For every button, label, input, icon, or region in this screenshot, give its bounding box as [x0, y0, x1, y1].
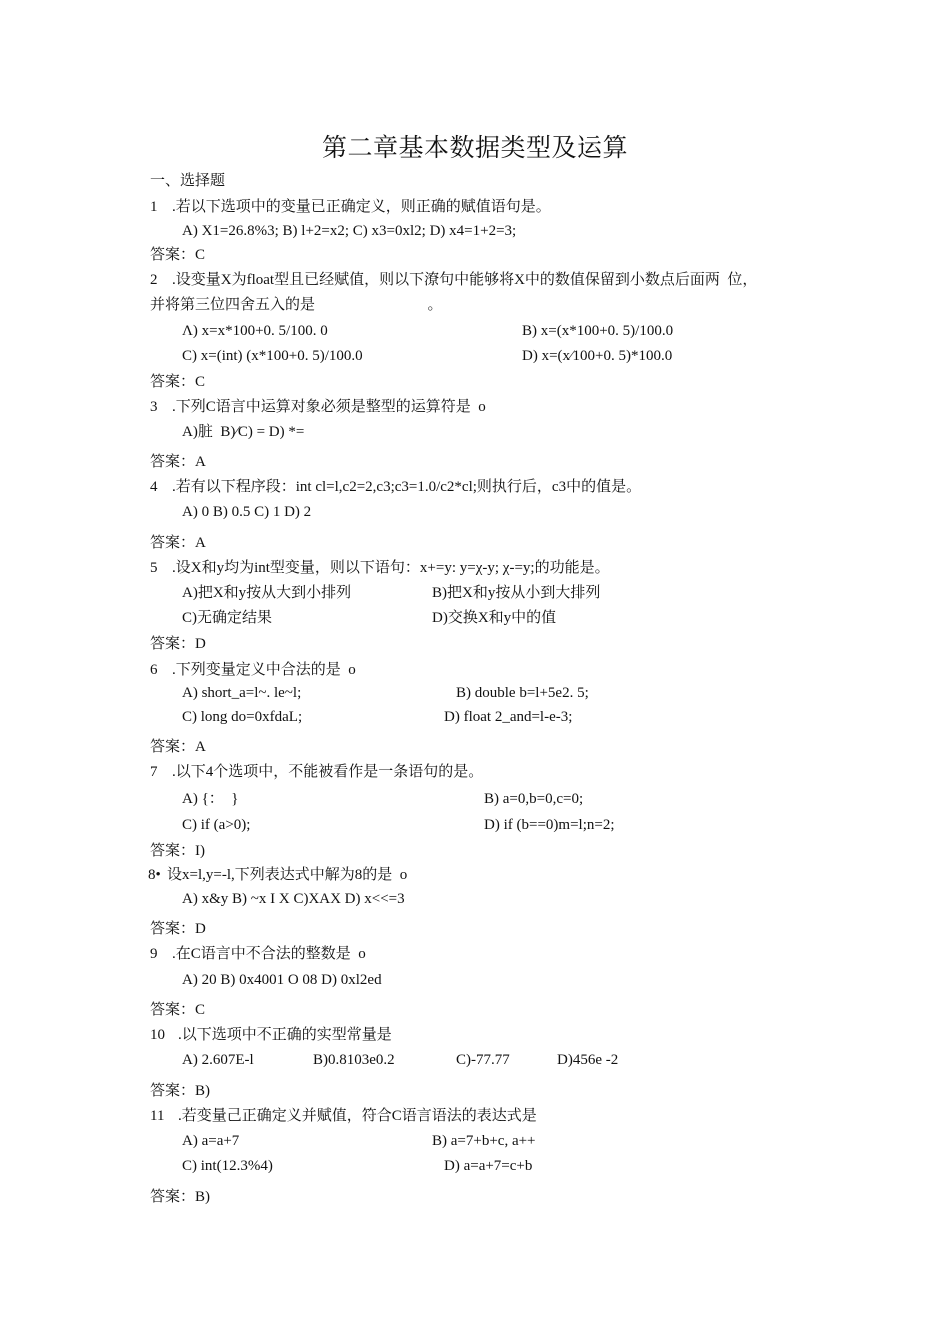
question-option: C)无确定结果 — [182, 610, 273, 626]
answer-line: 答案：C — [150, 1002, 206, 1018]
question-option: C)-77.77 — [456, 1052, 510, 1068]
answer-line: 答案：B) — [150, 1083, 211, 1099]
question-option: A) x&y B) ~x I X C)XAX D) x<<=3 — [182, 891, 405, 907]
question-stem: .以下4个选项中，不能被看作是一条语句的是。 — [172, 764, 484, 780]
question-number: 5 — [150, 560, 158, 576]
question-stem: .以下选项中不正确的实型常量是 — [178, 1027, 392, 1043]
question-option: A) {： } — [182, 791, 239, 807]
question-option: Λ) x=x*100+0. 5/100. 0 — [182, 323, 328, 339]
page-title: 第二章基本数据类型及运算 — [321, 135, 628, 162]
question-option: B)0.8103e0.2 — [313, 1052, 395, 1068]
question-number: 2 — [150, 272, 158, 288]
question-option: D) if (b==0)m=l;n=2; — [484, 817, 615, 833]
question-number: 1 — [150, 199, 158, 215]
question-stem: .设X和y均为int型变量，则以下语句：x+=y: y=χ-y; χ-=y;的功能是。 — [172, 560, 610, 576]
question-number: 11 — [150, 1108, 165, 1124]
answer-line: 答案：A — [150, 535, 206, 551]
answer-line: 答案：D — [150, 636, 206, 652]
question-option: C) long do=0xfdaL; — [182, 709, 303, 725]
question-stem: .下列变量定义中合法的是 o — [172, 662, 356, 678]
question-option: D) float 2_and=l-e-3; — [444, 709, 573, 725]
question-stem: .若以下选项中的变量已正确定义，则正确的赋值语句是。 — [172, 199, 551, 215]
answer-line: 答案：A — [150, 454, 206, 470]
question-number: 4 — [150, 479, 158, 495]
question-option: A) short_a=l~. le~l; — [182, 685, 302, 701]
question-number: 3 — [150, 399, 158, 415]
question-option: A)把X和y按从大到小排列 — [182, 585, 352, 601]
question-option: D) a=a+7=c+b — [444, 1158, 533, 1174]
question-number: 8• — [148, 867, 161, 883]
question-number: 7 — [150, 764, 158, 780]
question-stem-continued: 并将第三位四舍五入的是 。 — [150, 297, 443, 313]
question-option: D)交换X和y中的值 — [432, 610, 557, 626]
answer-line: 答案：C — [150, 374, 206, 390]
question-option: C) x=(int) (x*100+0. 5)/100.0 — [182, 348, 363, 364]
question-option: B) double b=l+5e2. 5; — [456, 685, 589, 701]
answer-line: 答案：D — [150, 921, 206, 937]
question-stem: .若变量己正确定义并赋值，符合C语言语法的表达式是 — [178, 1108, 537, 1124]
question-number: 9 — [150, 946, 158, 962]
question-option: C) int(12.3%4) — [182, 1158, 273, 1174]
question-option: D)456e -2 — [557, 1052, 619, 1068]
question-option: A)脏 B)∕C) = D) *= — [182, 424, 305, 440]
question-number: 6 — [150, 662, 158, 678]
question-option: A) X1=26.8%3; B) l+2=x2; C) x3=0xl2; D) x4=1+2=3; — [182, 223, 517, 239]
question-option: C) if (a>0); — [182, 817, 251, 833]
question-stem: .若有以下程序段：int cl=l,c2=2,c3;c3=1.0/c2*cl;则执行后，c3中的值是。 — [172, 479, 642, 495]
question-option: B) x=(x*100+0. 5)/100.0 — [522, 323, 674, 339]
section-heading: 一、选择题 — [150, 173, 226, 189]
question-option: B) a=7+b+c, a++ — [432, 1133, 536, 1149]
question-option: B)把X和y按从小到大排列 — [432, 585, 601, 601]
question-option: A) a=a+7 — [182, 1133, 240, 1149]
question-stem: .设变量X为float型且已经赋值，则以下潦句中能够将X中的数值保留到小数点后面两 位， — [172, 272, 758, 288]
question-option: A) 20 B) 0x4001 O 08 D) 0xl2ed — [182, 972, 382, 988]
question-option: A) 0 B) 0.5 C) 1 D) 2 — [182, 504, 312, 520]
question-stem: .下列C语言中运算对象必须是整型的运算符是 o — [172, 399, 486, 415]
answer-line: 答案：I) — [150, 843, 205, 859]
question-stem: .在C语言中不合法的整数是 o — [172, 946, 366, 962]
question-option: B) a=0,b=0,c=0; — [484, 791, 584, 807]
answer-line: 答案：C — [150, 247, 206, 263]
question-option: A) 2.607E-l — [182, 1052, 254, 1068]
question-number: 10 — [150, 1027, 165, 1043]
answer-line: 答案：B) — [150, 1189, 211, 1205]
question-option: D) x=(x⁄100+0. 5)*100.0 — [522, 348, 673, 364]
question-stem: 设x=l,y=-l,下列表达式中解为8的是 o — [167, 867, 408, 883]
answer-line: 答案：A — [150, 739, 206, 755]
